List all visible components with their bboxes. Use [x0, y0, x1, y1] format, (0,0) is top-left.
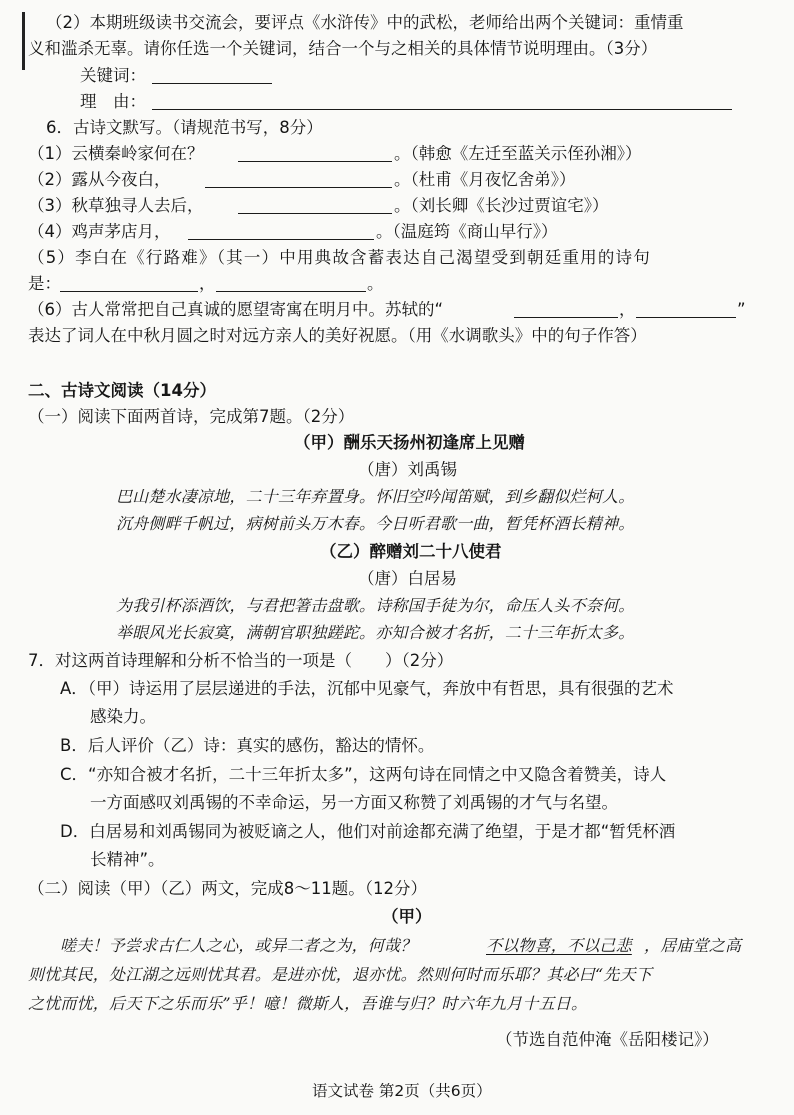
part2-underlined-phrase: 不以物喜，不以己悲	[486, 936, 632, 955]
part2-text-line3	[0, 991, 794, 1017]
q7-option-a-text2: 感染力。	[90, 707, 156, 726]
poem-a-title-row	[0, 430, 794, 456]
reason-blank[interactable]	[152, 109, 732, 110]
q6-item4-prefix: （4）鸡声茅店月，	[28, 222, 171, 241]
q6-item5-prefix: 是：	[28, 274, 61, 293]
poem-a-line2	[0, 511, 794, 537]
poem-a-title: （甲）酬乐天扬州初逢席上见赠	[294, 433, 525, 452]
part2-source: （节选自范仲淹《岳阳楼记》）	[496, 1030, 719, 1049]
part2-text1b: ，居庙堂之高	[644, 936, 742, 955]
q6-item-6-line1	[0, 297, 794, 323]
poem-b-title: （乙）醉赠刘二十八使君	[320, 542, 502, 561]
reason-label: 理 由：	[80, 92, 146, 111]
poem-a-text2: 沉舟侧畔千帆过，病树前头万木春。今日听君歌一曲，暂凭杯酒长精神。	[116, 514, 635, 533]
q7-option-c-text2: 一方面感叹刘禹锡的不幸命运，另一方面又称赞了刘禹锡的才气与名望。	[90, 793, 618, 812]
q6-item6-prefix: （6）古人常常把自己真诚的愿望寄寓在明月中。苏轼的“	[28, 300, 444, 319]
q7-option-d-text1: D．白居易和刘禹锡同为被贬谪之人，他们对前途都充满了绝望，于是才都“暂凭杯酒	[60, 822, 676, 841]
q7-option-b-text: B．后人评价（乙）诗：真实的感伤，豁达的情怀。	[60, 736, 435, 755]
poem-b-text1: 为我引杯添酒饮，与君把箸击盘歌。诗称国手徒为尔，命压人头不奈何。	[116, 596, 635, 615]
q7-option-a-line2	[0, 704, 794, 730]
q7-stem-text: 7．对这两首诗理解和分析不恰当的一项是（ ）（2分）	[28, 651, 454, 670]
part1-intro-text: （一）阅读下面两首诗，完成第7题。（2分）	[28, 407, 355, 426]
q6-item-1	[0, 141, 794, 167]
part2-source-row	[0, 1027, 794, 1053]
q6-item4-suffix: 。（温庭筠《商山早行》）	[376, 222, 558, 241]
q6-item6-comma: ，	[619, 300, 636, 319]
q6-item-5-line2	[0, 271, 794, 297]
q6-item1-suffix: 。（韩愈《左迁至蓝关示侄孙湘》）	[394, 144, 642, 163]
part2-intro-text: （二）阅读（甲）（乙）两文，完成8～11题。（12分）	[28, 879, 427, 898]
q7-option-a-line1[interactable]	[0, 676, 794, 702]
q5-part2-line1	[0, 10, 794, 36]
part2-label: （甲）	[382, 907, 432, 926]
section2-header	[0, 378, 794, 404]
page-footer-text: 语文试卷 第2页（共6页）	[312, 1082, 492, 1100]
part2-intro	[0, 876, 794, 902]
part2-text-line2	[0, 962, 794, 988]
q6-item2-blank[interactable]	[205, 187, 392, 188]
q6-item6-quote: ”	[737, 300, 746, 319]
q6-item3-blank[interactable]	[238, 213, 392, 214]
q6-item1-blank[interactable]	[238, 161, 392, 162]
keyword-blank[interactable]	[152, 83, 272, 84]
section2-header-text: 二、古诗文阅读（14分）	[28, 381, 216, 400]
part2-text1a: 嗟夫！予尝求古仁人之心，或异二者之为，何哉？	[60, 936, 417, 955]
q6-item-3	[0, 193, 794, 219]
q6-item-4	[0, 219, 794, 245]
q7-option-b[interactable]	[0, 733, 794, 759]
q6-item2-suffix: 。（杜甫《月夜忆舍弟》）	[394, 170, 576, 189]
q7-option-d-line1[interactable]	[0, 819, 794, 845]
q6-item3-prefix: （3）秋草独寻人去后，	[28, 196, 204, 215]
q7-stem	[0, 648, 794, 674]
q7-option-c-text1: C．“亦知合被才名折，二十三年折太多”，这两句诗在同情之中又隐含着赞美，诗人	[60, 765, 667, 784]
q5-part2-text2: 义和滥杀无辜。请你任选一个关键词，结合一个与之相关的具体情节说明理由。（3分）	[28, 39, 658, 58]
poem-a-author: （唐）刘禹锡	[358, 460, 457, 479]
q6-item5-blank-2[interactable]	[216, 291, 366, 292]
q7-option-c-line2	[0, 790, 794, 816]
q6-item6-text2: 表达了词人在中秋月圆之时对远方亲人的美好祝愿。（用《水调歌头》中的句子作答）	[28, 326, 647, 345]
q5-part2-text1: （2）本期班级读书交流会，要评点《水浒传》中的武松，老师给出两个关键词：重情重	[46, 13, 684, 32]
poem-a-author-row	[0, 457, 794, 483]
keyword-label: 关键词：	[80, 66, 146, 85]
q7-option-a-text1: A．（甲）诗运用了层层递进的手法，沉郁中见豪气，奔放中有哲思，具有很强的艺术	[60, 679, 674, 698]
poem-b-text2: 举眼风光长寂寞，满朝官职独蹉跎。亦知合被才名折，二十三年折太多。	[116, 623, 635, 642]
q6-header	[0, 115, 794, 141]
part1-intro	[0, 404, 794, 430]
q6-item5-text: （5）李白在《行路难》（其一）中用典故含蓄表达自己渴望受到朝廷重用的诗句	[28, 248, 651, 267]
q6-item-6-line2	[0, 323, 794, 349]
part2-label-row	[0, 904, 794, 930]
q6-item3-suffix: 。（刘长卿《长沙过贾谊宅》）	[394, 196, 609, 215]
poem-a-line1	[0, 484, 794, 510]
q6-item5-end: 。	[367, 274, 384, 293]
q6-item2-prefix: （2）露从今夜白，	[28, 170, 171, 189]
q5-part2-line2	[0, 36, 794, 62]
q6-item4-blank[interactable]	[188, 239, 374, 240]
part2-text3: 之忧而忧，后天下之乐而乐”乎！噫！微斯人，吾谁与归？时六年九月十五日。	[28, 994, 588, 1013]
q6-item1-prefix: （1）云横秦岭家何在？	[28, 144, 204, 163]
q7-option-d-text2: 长精神”。	[90, 850, 165, 869]
q7-option-c-line1[interactable]	[0, 762, 794, 788]
q6-item-5-line1	[0, 245, 794, 271]
poem-a-text1: 巴山楚水凄凉地，二十三年弃置身。怀旧空吟闻笛赋，到乡翻似烂柯人。	[116, 487, 635, 506]
poem-b-author-row	[0, 566, 794, 592]
q6-item-2	[0, 167, 794, 193]
q6-item6-blank-1[interactable]	[514, 317, 618, 318]
page-footer	[0, 1078, 794, 1104]
part2-text-line1	[0, 933, 794, 959]
part2-text2: 则忧其民，处江湖之远则忧其君。是进亦忧，退亦忧。然则何时而乐耶？其必曰“先天下	[28, 965, 652, 984]
q6-header-text: 6．古诗文默写。（请规范书写，8分）	[46, 118, 323, 137]
poem-b-title-row	[0, 539, 794, 565]
poem-b-line1	[0, 593, 794, 619]
q7-option-d-line2	[0, 847, 794, 873]
poem-b-author: （唐）白居易	[358, 569, 457, 588]
poem-b-line2	[0, 620, 794, 646]
q6-item5-blank-1[interactable]	[60, 291, 198, 292]
q6-item5-comma: ，	[199, 274, 216, 293]
keyword-row	[0, 63, 794, 89]
q6-item6-blank-2[interactable]	[636, 317, 736, 318]
reason-row	[0, 89, 794, 115]
